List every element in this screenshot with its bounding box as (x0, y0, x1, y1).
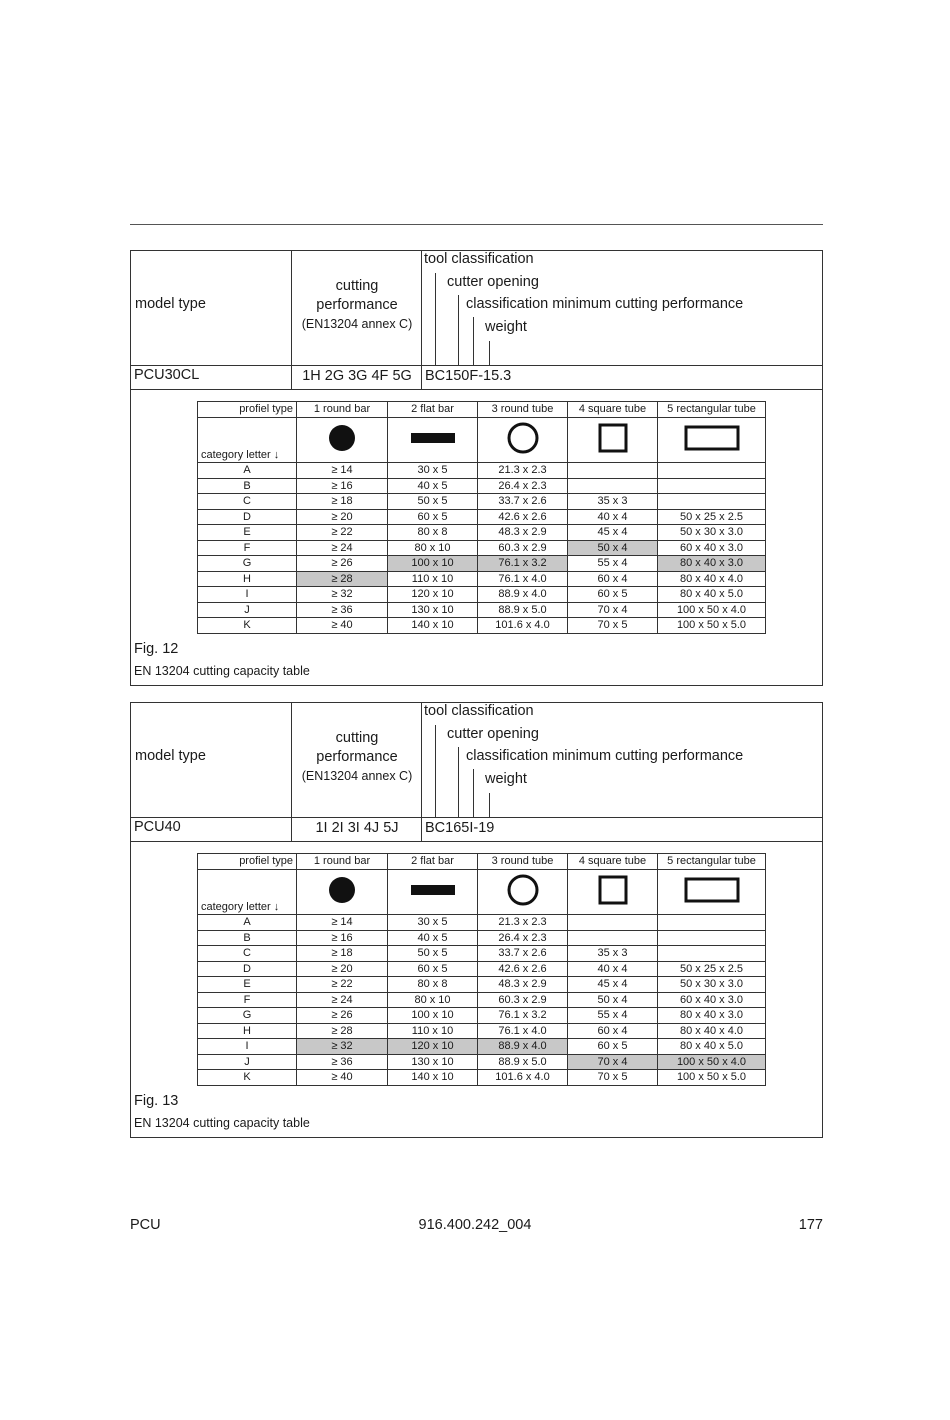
table-cell: 88.9 x 4.0 (478, 587, 568, 603)
table-cell: J (198, 602, 297, 618)
table-row (198, 540, 766, 556)
figure-caption: EN 13204 cutting capacity table (134, 1116, 310, 1130)
table-cell: 35 x 3 (568, 494, 658, 510)
table-cell: 110 x 10 (388, 571, 478, 587)
table-cell: 21.3 x 2.3 (478, 463, 568, 479)
table-cell (658, 494, 766, 510)
table-cell: 70 x 4 (568, 1054, 658, 1070)
table-cell: ≥ 24 (297, 540, 388, 556)
tool-classification-label: tool classification (424, 703, 534, 719)
table-cell: F (198, 540, 297, 556)
column-header: 3 round tube (478, 854, 568, 870)
table-cell: 120 x 10 (388, 1039, 478, 1055)
table-cell: K (198, 1070, 297, 1086)
table-cell: 120 x 10 (388, 587, 478, 603)
profile-type-header: profiel type (198, 402, 297, 418)
weight-label: weight (485, 771, 527, 787)
table-cell: 33.7 x 2.6 (478, 946, 568, 962)
table-cell: 60 x 5 (388, 509, 478, 525)
table-row (198, 509, 766, 525)
leader-line (473, 317, 474, 365)
table-row (198, 463, 766, 479)
leader-line (489, 793, 490, 817)
profile-icon-cell (388, 869, 478, 915)
table-cell: ≥ 22 (297, 977, 388, 993)
performance-value: 1I 2I 3I 4J 5J (291, 818, 422, 841)
table-cell: 60 x 5 (568, 587, 658, 603)
classification-code-text: BC150F-15.3 (425, 368, 512, 384)
table-cell: 80 x 10 (388, 540, 478, 556)
table-cell: ≥ 32 (297, 1039, 388, 1055)
table-row (198, 618, 766, 634)
table-cell: 88.9 x 5.0 (478, 602, 568, 618)
table-cell: I (198, 587, 297, 603)
table-cell: H (198, 571, 297, 587)
column-header: 3 round tube (478, 402, 568, 418)
table-cell: 80 x 40 x 3.0 (658, 1008, 766, 1024)
table-cell: ≥ 22 (297, 525, 388, 541)
table-cell: ≥ 36 (297, 602, 388, 618)
table-cell: 101.6 x 4.0 (478, 618, 568, 634)
table-cell: ≥ 36 (297, 1054, 388, 1070)
table-cell: F (198, 992, 297, 1008)
table-cell: 55 x 4 (568, 556, 658, 572)
table-cell: H (198, 1023, 297, 1039)
table-cell: 80 x 40 x 4.0 (658, 1023, 766, 1039)
table-cell: 100 x 50 x 5.0 (658, 618, 766, 634)
leader-line (473, 769, 474, 817)
table-cell (568, 930, 658, 946)
table-cell: 50 x 4 (568, 992, 658, 1008)
table-cell: 40 x 5 (388, 478, 478, 494)
table-icon-row (198, 869, 766, 915)
table-cell: G (198, 1008, 297, 1024)
table-cell: 33.7 x 2.6 (478, 494, 568, 510)
round-tube-icon (493, 870, 553, 910)
table-header-row (198, 854, 766, 870)
table-row (198, 1008, 766, 1024)
table-cell: 60.3 x 2.9 (478, 540, 568, 556)
table-cell: 70 x 5 (568, 1070, 658, 1086)
column-header: 2 flat bar (388, 854, 478, 870)
performance-label: performance (316, 749, 398, 765)
table-cell: 60 x 4 (568, 1023, 658, 1039)
cutting-capacity-table (197, 853, 766, 1086)
table-cell: I (198, 1039, 297, 1055)
table-cell: A (198, 463, 297, 479)
profile-icon-cell (658, 869, 766, 915)
profile-icon-cell (478, 869, 568, 915)
table-cell: 30 x 5 (388, 915, 478, 931)
top-rule (130, 224, 823, 225)
table-cell: ≥ 14 (297, 915, 388, 931)
table-row (198, 1070, 766, 1086)
classification-minimum-label: classification minimum cutting performance (466, 296, 744, 312)
table-cell: 42.6 x 2.6 (478, 961, 568, 977)
model-name: PCU30CL (134, 367, 200, 383)
table-row (198, 556, 766, 572)
table-cell (568, 478, 658, 494)
column-header: 5 rectangular tube (658, 854, 766, 870)
table-cell: 130 x 10 (388, 602, 478, 618)
table-cell: 35 x 3 (568, 946, 658, 962)
classification-code-text: BC165I-19 (425, 820, 495, 836)
table-cell: 50 x 4 (568, 540, 658, 556)
model-type-label: model type (135, 296, 206, 312)
table-cell: 110 x 10 (388, 1023, 478, 1039)
table-cell: 100 x 50 x 5.0 (658, 1070, 766, 1086)
table-cell: 30 x 5 (388, 463, 478, 479)
table-cell: 88.9 x 5.0 (478, 1054, 568, 1070)
table-cell: E (198, 977, 297, 993)
table-row (198, 1023, 766, 1039)
table-header-row (198, 402, 766, 418)
table-row (198, 478, 766, 494)
footer-page-number: 177 (798, 1217, 823, 1233)
leader-line (458, 747, 459, 817)
table-row (198, 946, 766, 962)
table-cell (658, 478, 766, 494)
table-cell: ≥ 14 (297, 463, 388, 479)
table-cell: 42.6 x 2.6 (478, 509, 568, 525)
standard-label: (EN13204 annex C) (301, 769, 413, 783)
table-row (198, 587, 766, 603)
model-section-pcu30cl (130, 250, 823, 686)
table-cell: 80 x 40 x 4.0 (658, 571, 766, 587)
table-cell: 50 x 25 x 2.5 (658, 961, 766, 977)
table-cell: 76.1 x 4.0 (478, 1023, 568, 1039)
table-cell: 101.6 x 4.0 (478, 1070, 568, 1086)
tool-classification-label: tool classification (424, 251, 534, 267)
table-cell: ≥ 18 (297, 946, 388, 962)
table-cell: 76.1 x 3.2 (478, 1008, 568, 1024)
table-cell: 70 x 4 (568, 602, 658, 618)
table-cell: 50 x 5 (388, 946, 478, 962)
category-letter-label: category letter ↓ (201, 900, 280, 913)
table-cell: ≥ 24 (297, 992, 388, 1008)
table-cell: 80 x 40 x 5.0 (658, 587, 766, 603)
table-cell: D (198, 961, 297, 977)
leader-line (458, 295, 459, 365)
table-cell: 60 x 4 (568, 571, 658, 587)
classification-header (421, 703, 823, 817)
table-cell: 80 x 40 x 5.0 (658, 1039, 766, 1055)
category-letter-cell (198, 869, 297, 915)
table-cell (658, 930, 766, 946)
performance-label: performance (316, 297, 398, 313)
table-cell: 48.3 x 2.9 (478, 977, 568, 993)
table-row (198, 1054, 766, 1070)
table-cell: ≥ 28 (297, 571, 388, 587)
table-cell: ≥ 28 (297, 1023, 388, 1039)
table-cell: 50 x 30 x 3.0 (658, 977, 766, 993)
column-header: 1 round bar (297, 402, 388, 418)
model-section-pcu40 (130, 702, 823, 1138)
model-row (131, 365, 822, 390)
table-cell: 60 x 5 (568, 1039, 658, 1055)
profile-icon-cell (478, 417, 568, 463)
table-cell (658, 463, 766, 479)
classification-code (421, 366, 823, 389)
table-cell: G (198, 556, 297, 572)
table-cell: 26.4 x 2.3 (478, 930, 568, 946)
column-header: 4 square tube (568, 402, 658, 418)
table-cell: A (198, 915, 297, 931)
table-cell: ≥ 32 (297, 587, 388, 603)
table-cell: K (198, 618, 297, 634)
table-cell: 60 x 40 x 3.0 (658, 540, 766, 556)
cutting-performance-header (291, 251, 422, 365)
classification-minimum-label: classification minimum cutting performance (466, 748, 744, 764)
table-cell: 50 x 30 x 3.0 (658, 525, 766, 541)
filled-circle-icon (312, 870, 372, 910)
classification-code (421, 818, 823, 841)
footer-document-number: 916.400.242_004 (418, 1217, 532, 1233)
table-cell: 100 x 50 x 4.0 (658, 602, 766, 618)
model-name: PCU40 (134, 819, 181, 835)
table-row (198, 915, 766, 931)
table-row (198, 992, 766, 1008)
table-cell: C (198, 946, 297, 962)
table-cell: ≥ 16 (297, 930, 388, 946)
rectangular-tube-icon (682, 418, 742, 458)
table-cell: 60.3 x 2.9 (478, 992, 568, 1008)
table-row (198, 602, 766, 618)
table-cell: B (198, 478, 297, 494)
profile-icon-cell (297, 417, 388, 463)
profile-icon-cell (568, 869, 658, 915)
table-cell: 45 x 4 (568, 977, 658, 993)
table-row (198, 571, 766, 587)
table-cell: 40 x 4 (568, 961, 658, 977)
table-row (198, 525, 766, 541)
cutter-opening-label: cutter opening (447, 274, 539, 290)
leader-line (435, 725, 436, 817)
table-cell: 60 x 40 x 3.0 (658, 992, 766, 1008)
table-cell: 80 x 8 (388, 525, 478, 541)
profile-icon-cell (388, 417, 478, 463)
table-cell (568, 915, 658, 931)
table-cell: C (198, 494, 297, 510)
table-cell: 140 x 10 (388, 618, 478, 634)
table-cell: ≥ 40 (297, 618, 388, 634)
table-cell: 80 x 40 x 3.0 (658, 556, 766, 572)
table-cell: ≥ 16 (297, 478, 388, 494)
table-cell: 76.1 x 3.2 (478, 556, 568, 572)
table-cell: 50 x 5 (388, 494, 478, 510)
table-cell: 26.4 x 2.3 (478, 478, 568, 494)
round-tube-icon (493, 418, 553, 458)
table-cell: D (198, 509, 297, 525)
table-row (198, 494, 766, 510)
table-cell: 88.9 x 4.0 (478, 1039, 568, 1055)
table-cell: J (198, 1054, 297, 1070)
column-header: 1 round bar (297, 854, 388, 870)
leader-line (489, 341, 490, 365)
table-cell: 80 x 10 (388, 992, 478, 1008)
filled-circle-icon (312, 418, 372, 458)
table-cell: ≥ 40 (297, 1070, 388, 1086)
flat-bar-icon (403, 418, 463, 458)
square-tube-icon (583, 870, 643, 910)
weight-label: weight (485, 319, 527, 335)
rectangular-tube-icon (682, 870, 742, 910)
table-cell (568, 463, 658, 479)
table-cell (658, 946, 766, 962)
standard-label: (EN13204 annex C) (301, 317, 413, 331)
table-cell: ≥ 20 (297, 961, 388, 977)
table-row (198, 977, 766, 993)
table-cell: ≥ 26 (297, 1008, 388, 1024)
table-cell: 21.3 x 2.3 (478, 915, 568, 931)
performance-value: 1H 2G 3G 4F 5G (291, 366, 422, 389)
model-row (131, 817, 822, 842)
leader-line (435, 273, 436, 365)
footer-product: PCU (130, 1217, 161, 1233)
table-cell: 50 x 25 x 2.5 (658, 509, 766, 525)
column-header: 4 square tube (568, 854, 658, 870)
profile-type-header: profiel type (198, 854, 297, 870)
table-cell: 45 x 4 (568, 525, 658, 541)
cutting-performance-header (291, 703, 422, 817)
cutting-capacity-table (197, 401, 766, 634)
table-cell: 40 x 4 (568, 509, 658, 525)
table-cell: 70 x 5 (568, 618, 658, 634)
figure-number: Fig. 12 (134, 641, 179, 657)
table-cell: E (198, 525, 297, 541)
table-cell: 100 x 10 (388, 556, 478, 572)
table-cell: 130 x 10 (388, 1054, 478, 1070)
table-cell: 76.1 x 4.0 (478, 571, 568, 587)
table-cell (658, 915, 766, 931)
square-tube-icon (583, 418, 643, 458)
table-cell: ≥ 26 (297, 556, 388, 572)
cutting-label: cutting (335, 278, 379, 294)
category-letter-label: category letter ↓ (201, 448, 280, 461)
table-row (198, 930, 766, 946)
table-cell: 80 x 8 (388, 977, 478, 993)
table-cell: 100 x 10 (388, 1008, 478, 1024)
model-type-label: model type (135, 748, 206, 764)
table-row (198, 1039, 766, 1055)
classification-header (421, 251, 823, 365)
table-cell: 60 x 5 (388, 961, 478, 977)
category-letter-cell (198, 417, 297, 463)
table-row (198, 961, 766, 977)
column-header: 5 rectangular tube (658, 402, 766, 418)
profile-icon-cell (568, 417, 658, 463)
figure-caption: EN 13204 cutting capacity table (134, 664, 310, 678)
cutter-opening-label: cutter opening (447, 726, 539, 742)
figure-number: Fig. 13 (134, 1093, 179, 1109)
table-cell: 55 x 4 (568, 1008, 658, 1024)
table-icon-row (198, 417, 766, 463)
profile-icon-cell (297, 869, 388, 915)
table-cell: 100 x 50 x 4.0 (658, 1054, 766, 1070)
cutting-label: cutting (335, 730, 379, 746)
table-cell: 48.3 x 2.9 (478, 525, 568, 541)
table-cell: B (198, 930, 297, 946)
flat-bar-icon (403, 870, 463, 910)
table-cell: ≥ 18 (297, 494, 388, 510)
profile-icon-cell (658, 417, 766, 463)
table-cell: ≥ 20 (297, 509, 388, 525)
table-cell: 140 x 10 (388, 1070, 478, 1086)
table-cell: 40 x 5 (388, 930, 478, 946)
column-header: 2 flat bar (388, 402, 478, 418)
